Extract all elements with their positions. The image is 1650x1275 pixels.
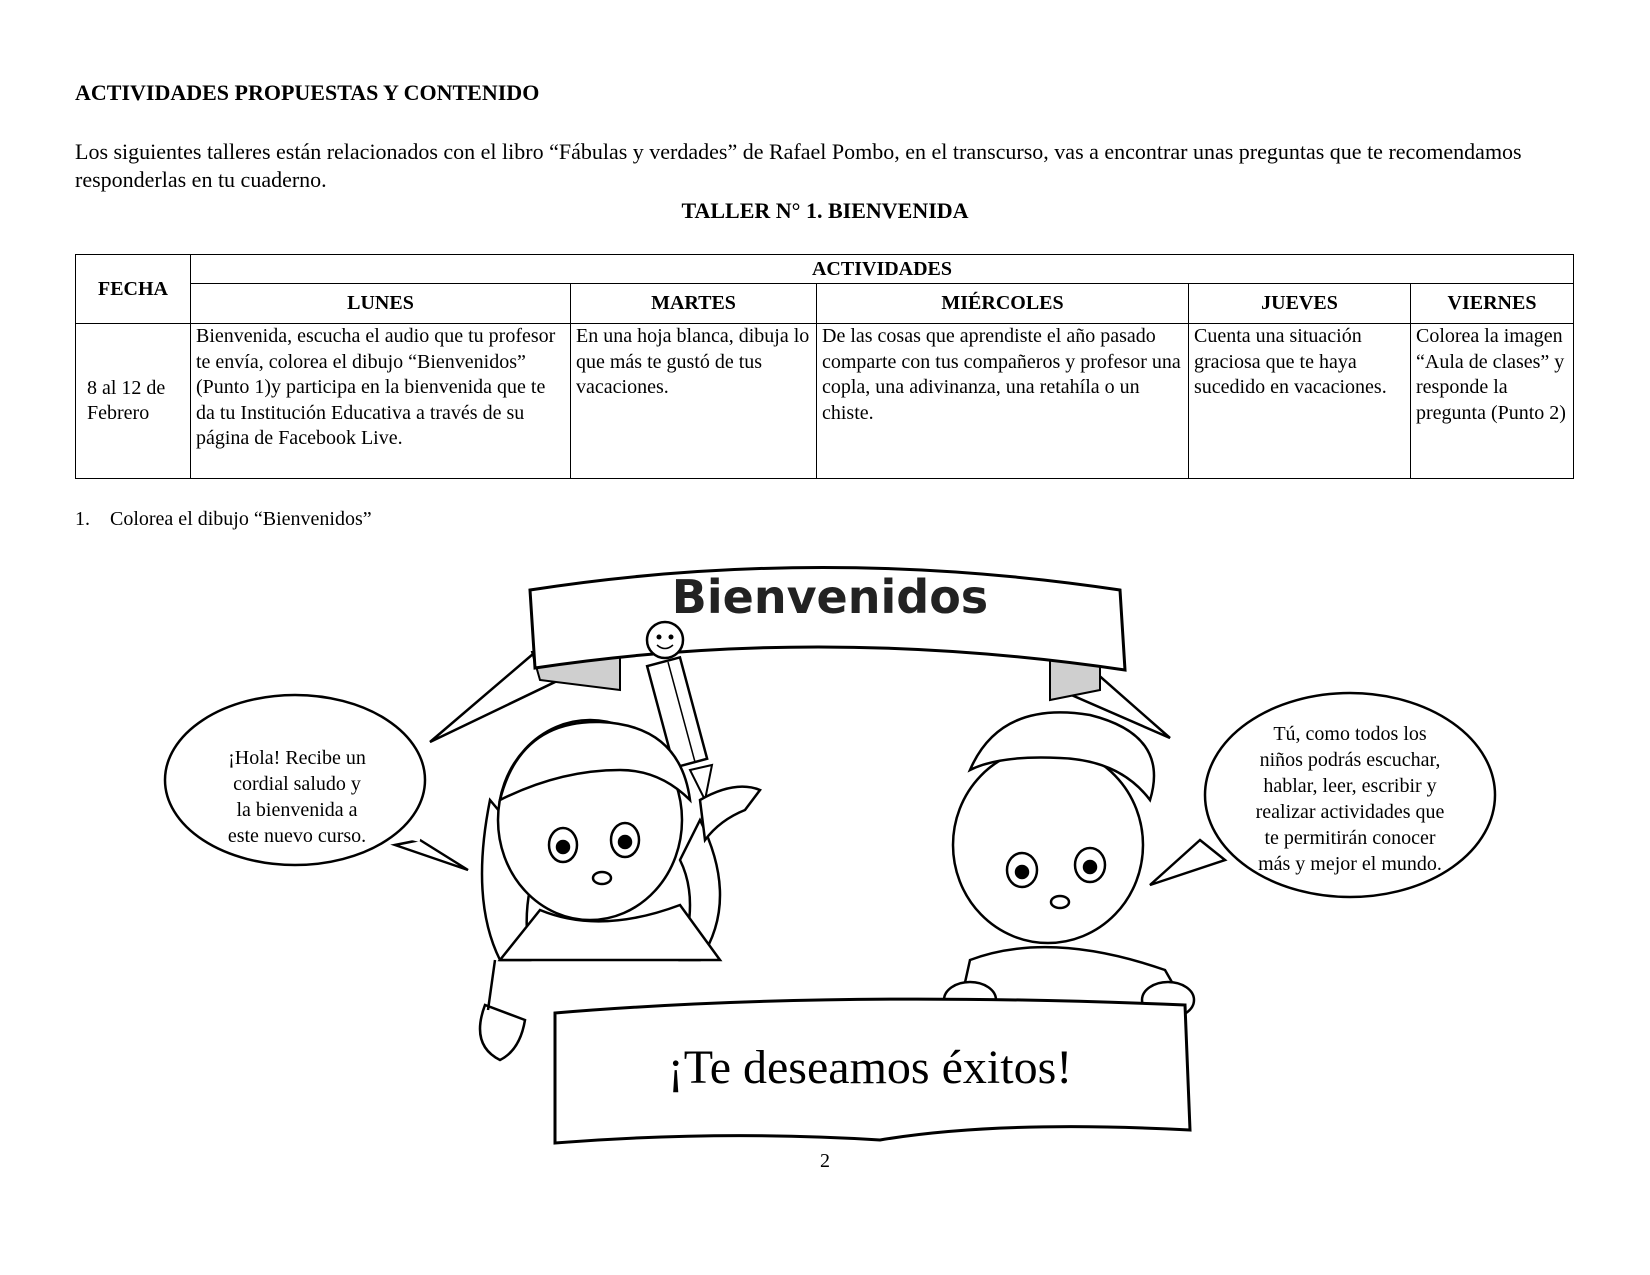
right-bubble-line-2: niños podrás escuchar, <box>1259 749 1441 771</box>
actividades-header: ACTIVIDADES <box>191 255 1574 284</box>
left-bubble-line-4: este nuevo curso. <box>227 825 367 847</box>
right-bubble-line-6: más y mejor el mundo. <box>1258 853 1442 875</box>
list-item <box>75 508 372 531</box>
bienvenidos-illustration <box>160 550 1540 1150</box>
day-header-martes: MARTES <box>571 284 817 324</box>
table-header-row <box>76 255 1574 284</box>
days-header-row <box>76 284 1574 324</box>
section-heading: ACTIVIDADES PROPUESTAS Y CONTENIDO <box>75 80 540 105</box>
bottom-banner-text: ¡Te deseamos éxitos! <box>667 1041 1073 1094</box>
left-bubble-line-2: cordial saludo y <box>233 773 361 795</box>
page-number: 2 <box>820 1150 830 1172</box>
list-item-number: 1. <box>75 508 90 530</box>
day-header-lunes: LUNES <box>191 284 571 324</box>
right-bubble-line-5: te permitirán conocer <box>1264 827 1436 849</box>
speech-bubble-left <box>165 695 468 870</box>
activity-cell-lunes: Bienvenida, escucha el audio que tu profesor te envía, colorea el dibujo “Bienvenidos” (Punto 1)y participa en la bienvenida que te da tu Institución Educativa a través de su página de Facebook Live. <box>191 324 571 479</box>
activities-table <box>75 254 1574 479</box>
day-header-viernes: VIERNES <box>1411 284 1574 324</box>
right-bubble-line-4: realizar actividades que <box>1255 801 1445 823</box>
right-bubble-line-1: Tú, como todos los <box>1273 723 1427 745</box>
activity-cell-miercoles: De las cosas que aprendiste el año pasado comparte con tus compañeros y profesor una copla, una adivinanza, una retahíla o un chiste. <box>817 324 1189 479</box>
boy-character <box>944 712 1194 1018</box>
intro-paragraph: Los siguientes talleres están relacionados con el libro “Fábulas y verdades” de Rafael Pombo, en el transcurso, vas a encontrar unas preguntas que te recomendamos responderlas en tu cuaderno. <box>75 139 1522 192</box>
list-item-text: Colorea el dibujo “Bienvenidos” <box>110 508 372 530</box>
right-bubble-line-3: hablar, leer, escribir y <box>1263 775 1437 797</box>
left-bubble-line-3: la bienvenida a <box>236 799 358 821</box>
activity-cell-martes: En una hoja blanca, dibuja lo que más te gustó de tus vacaciones. <box>571 324 817 479</box>
date-cell: 8 al 12 de Febrero <box>76 324 191 479</box>
activity-cell-jueves: Cuenta una situación graciosa que te haya sucedido en vacaciones. <box>1189 324 1411 479</box>
table-row <box>76 324 1574 479</box>
day-header-miercoles: MIÉRCOLES <box>817 284 1189 324</box>
left-bubble-line-1: ¡Hola! Recibe un <box>228 747 366 769</box>
activity-cell-viernes: Colorea la imagen “Aula de clases” y responde la pregunta (Punto 2) <box>1411 324 1574 479</box>
fecha-header: FECHA <box>76 255 191 324</box>
speech-bubble-right <box>1150 693 1495 897</box>
workshop-title: TALLER N° 1. BIENVENIDA <box>681 198 969 223</box>
day-header-jueves: JUEVES <box>1189 284 1411 324</box>
banner-title: Bienvenidos <box>671 570 989 624</box>
